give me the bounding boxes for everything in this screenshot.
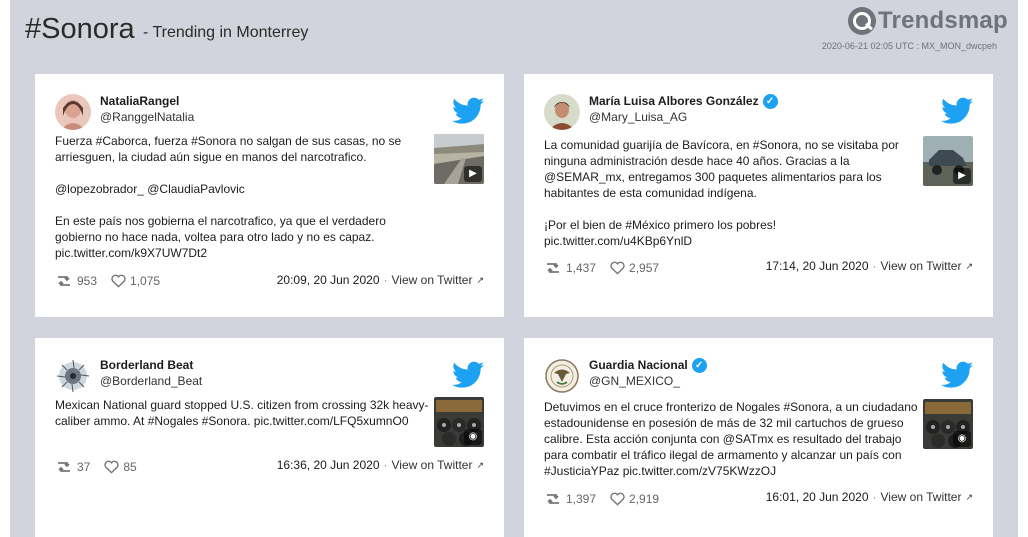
heart-icon xyxy=(610,492,625,506)
video-icon: ▶ xyxy=(464,166,482,182)
tweet-meta xyxy=(277,457,484,473)
tweet-stats xyxy=(544,491,659,507)
tweet-meta xyxy=(766,258,973,274)
tweet-time[interactable]: 17:14, 20 Jun 2020 xyxy=(765,259,869,273)
tweet-text: Detuvimos en el cruce fronterizo de Nogales #Sonora, a un ciudadano estadounidense en posesión de más de 32 mil cartuchos de grueso calibre. Esta acción conjunta con @SATmx es resultado del trabajo para combatir el tráfico ilegal de armamento y alcanzar un país con #JusticiaYPaz pic.twitter.com/zV75KWzzOJ xyxy=(544,400,918,478)
media-thumbnail[interactable] xyxy=(434,134,484,184)
twitter-bird-icon xyxy=(941,97,973,125)
twitter-bird-icon xyxy=(941,361,973,389)
tweet-text: Fuerza #Caborca, fuerza #Sonora no salgan de sus casas, no se arriesguen, la ciudad aún sigue en manos del narcotrafico. @lopezobrador_ @ClaudiaPavlovic En este país nos gobierna el narcotrafico, ya que el verdadero gobierno no hace nada, voltea para otro lado y no es capaz. pic.twitter.com/k9X7UW7Dt2 xyxy=(55,134,402,260)
avatar[interactable] xyxy=(55,94,91,130)
author-name[interactable]: Borderland Beat xyxy=(100,358,194,372)
tweet-stats xyxy=(544,260,659,276)
retweet-icon xyxy=(544,492,562,506)
trendsmap-logo[interactable] xyxy=(848,7,1008,35)
tweet-card xyxy=(524,74,993,317)
like-count[interactable]: 2,957 xyxy=(610,260,659,276)
author-handle[interactable]: @Mary_Luisa_AG xyxy=(589,110,688,124)
external-link-icon: ↗ xyxy=(476,460,484,470)
like-count[interactable]: 85 xyxy=(104,459,136,475)
tweet-meta xyxy=(766,489,973,505)
like-count[interactable]: 1,075 xyxy=(111,273,160,289)
page-subtitle: - Trending in Monterrey xyxy=(143,24,309,41)
logo-text: Trendsmap xyxy=(878,7,1008,34)
separator-dot: · xyxy=(383,273,388,287)
twitter-bird-icon xyxy=(452,97,484,125)
heart-icon xyxy=(610,261,625,275)
verified-badge-icon: ✓ xyxy=(692,358,707,373)
avatar[interactable] xyxy=(544,358,580,394)
heart-icon xyxy=(111,274,126,288)
snapshot-timestamp: 2020-06-21 02:05 UTC : MX_MON_dwcpeh xyxy=(821,41,997,51)
tweet-card xyxy=(35,338,504,537)
header xyxy=(10,0,1018,72)
tweet-time[interactable]: 20:09, 20 Jun 2020 xyxy=(276,273,380,287)
author-name[interactable]: María Luisa Albores González ✓ xyxy=(589,93,778,109)
separator-dot: · xyxy=(872,259,877,273)
external-link-icon: ↗ xyxy=(965,492,973,502)
tweet-card xyxy=(35,74,504,317)
author-handle[interactable]: @Borderland_Beat xyxy=(100,374,203,388)
tweet-stats xyxy=(55,459,137,475)
external-link-icon: ↗ xyxy=(476,275,484,285)
media-thumbnail[interactable] xyxy=(434,397,484,447)
verified-badge-icon: ✓ xyxy=(763,94,778,109)
retweet-count[interactable]: 1,437 xyxy=(544,260,596,276)
retweet-icon xyxy=(55,274,73,288)
heart-icon xyxy=(104,460,119,474)
tweet-text: La comunidad guarijía de Bavícora, en #Sonora, no se visitaba por ninguna administración desde hace 40 años. Gracias a la @SEMAR_mx, entregamos 300 paquetes alimentarios para los habitantes de esta comunidad indígena. ¡Por el bien de #México primero los pobres! pic.twitter.com/u4KBp6YnlD xyxy=(544,138,899,248)
tweet-stats xyxy=(55,273,160,289)
media-thumbnail[interactable] xyxy=(923,136,973,186)
retweet-count[interactable]: 37 xyxy=(55,459,90,475)
retweet-count[interactable]: 1,397 xyxy=(544,491,596,507)
external-link-icon: ↗ xyxy=(965,261,973,271)
page-title: #Sonora xyxy=(25,13,135,45)
separator-dot: · xyxy=(383,458,388,472)
author-handle[interactable]: @RanggelNatalia xyxy=(100,110,195,124)
avatar[interactable] xyxy=(55,358,91,394)
media-thumbnail[interactable] xyxy=(923,399,973,449)
twitter-bird-icon xyxy=(452,361,484,389)
separator-dot: · xyxy=(872,490,877,504)
author-handle[interactable]: @GN_MEXICO_ xyxy=(589,374,680,388)
like-count[interactable]: 2,919 xyxy=(610,491,659,507)
view-on-twitter-link[interactable]: View on Twitter xyxy=(391,273,473,287)
retweet-icon xyxy=(55,460,73,474)
author-name[interactable]: Guardia Nacional ✓ xyxy=(589,357,707,373)
avatar[interactable] xyxy=(544,94,580,130)
tweet-time[interactable]: 16:01, 20 Jun 2020 xyxy=(765,490,869,504)
view-on-twitter-link[interactable]: View on Twitter xyxy=(391,458,473,472)
view-on-twitter-link[interactable]: View on Twitter xyxy=(880,259,962,273)
author-name[interactable]: NataliaRangel xyxy=(100,94,180,108)
tweet-text: Mexican National guard stopped U.S. citizen from crossing 32k heavy- caliber ammo. At #Nogales #Sonora. pic.twitter.com/LFQ5xumnO0 xyxy=(55,398,429,428)
retweet-icon xyxy=(544,261,562,275)
video-icon: ▶ xyxy=(953,168,971,184)
retweet-count[interactable]: 953 xyxy=(55,273,97,289)
camera-icon: ◉ xyxy=(464,429,482,445)
page-frame xyxy=(10,0,1018,537)
camera-icon: ◉ xyxy=(953,431,971,447)
tweet-card xyxy=(524,338,993,537)
magnifier-logo-icon xyxy=(848,7,876,35)
tweet-time[interactable]: 16:36, 20 Jun 2020 xyxy=(276,458,380,472)
tweet-meta xyxy=(277,272,484,288)
view-on-twitter-link[interactable]: View on Twitter xyxy=(880,490,962,504)
